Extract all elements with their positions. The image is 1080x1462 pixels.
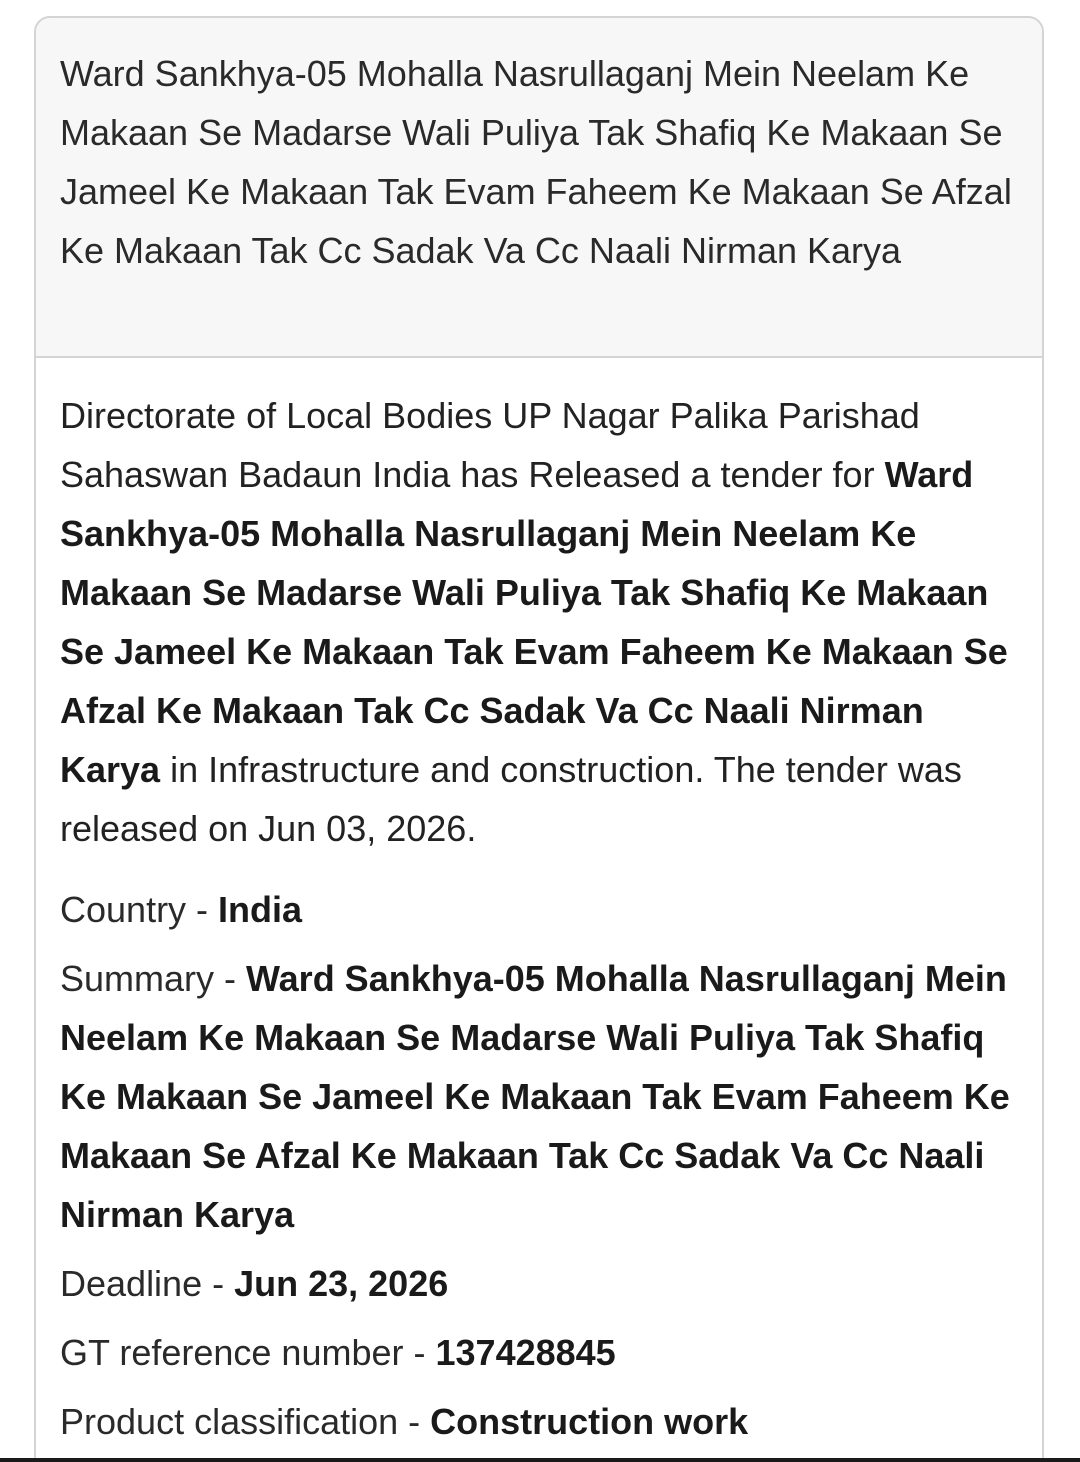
description-prefix: Directorate of Local Bodies UP Nagar Palika Parishad Sahaswan Badaun India has Released a tender for [60, 395, 920, 495]
field-value: India [218, 889, 303, 930]
description-suffix: in Infrastructure and construction. The tender was released on Jun 03, 2026. [60, 749, 962, 849]
field-country [60, 880, 1018, 939]
tender-description [60, 386, 1018, 858]
field-value: Construction work [430, 1401, 749, 1442]
tender-title: Ward Sankhya-05 Mohalla Nasrullaganj Mein Neelam Ke Makaan Se Madarse Wali Puliya Tak Shafiq Ke Makaan Se Jameel Ke Makaan Tak Evam Faheem Ke Makaan Se Afzal Ke Makaan Tak Cc Sadak Va Cc Naali Nirman Karya [60, 53, 1012, 271]
field-label: Summary - [60, 958, 247, 999]
field-label: Deadline - [60, 1263, 235, 1304]
field-gt-reference-number [60, 1323, 1018, 1382]
field-value: Jun 23, 2026 [234, 1263, 449, 1304]
field-label: Country - [60, 889, 219, 930]
field-value: 137428845 [435, 1332, 616, 1373]
description-tender-title: Ward Sankhya-05 Mohalla Nasrullaganj Mein Neelam Ke Makaan Se Madarse Wali Puliya Tak Shafiq Ke Makaan Se Jameel Ke Makaan Tak Evam Faheem Ke Makaan Se Afzal Ke Makaan Tak Cc Sadak Va Cc Naali Nirman Karya [60, 454, 1008, 790]
tender-card-header [36, 18, 1042, 358]
field-label: Product classification - [60, 1401, 431, 1442]
tender-card [34, 16, 1044, 1462]
field-product-classification [60, 1392, 1018, 1451]
field-summary [60, 949, 1018, 1244]
bottom-edge-divider [0, 1458, 1080, 1462]
field-label: GT reference number - [60, 1332, 436, 1373]
tender-card-body [36, 358, 1042, 1451]
field-deadline [60, 1254, 1018, 1313]
field-value: Ward Sankhya-05 Mohalla Nasrullaganj Mein Neelam Ke Makaan Se Madarse Wali Puliya Tak Shafiq Ke Makaan Se Jameel Ke Makaan Tak Evam Faheem Ke Makaan Se Afzal Ke Makaan Tak Cc Sadak Va Cc Naali Nirman Karya [60, 958, 1010, 1235]
